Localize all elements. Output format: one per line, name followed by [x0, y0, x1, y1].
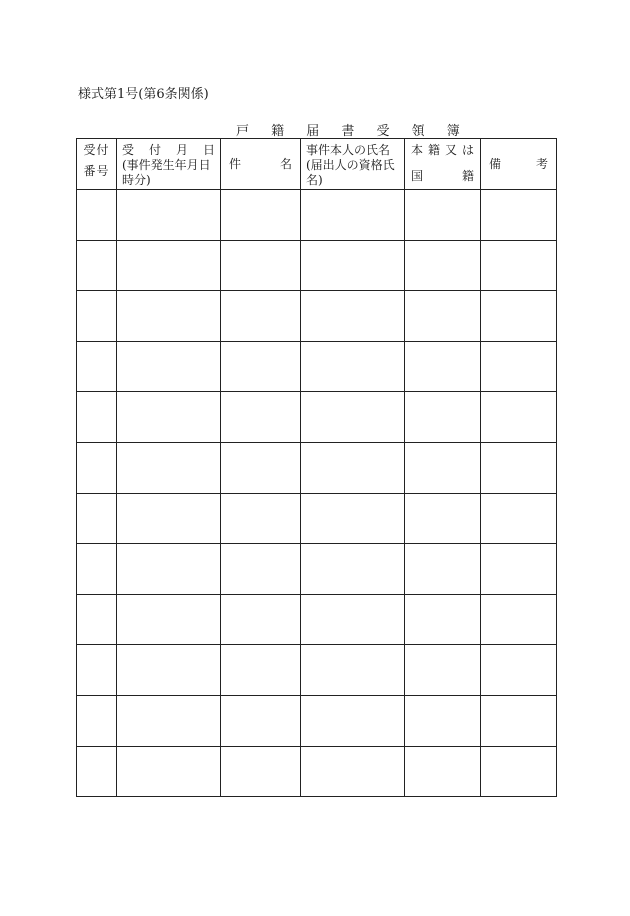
domicile-cell[interactable]: [405, 341, 481, 392]
table-row: [77, 341, 557, 392]
document-title: 戸 籍 届 書 受 領 簿: [236, 124, 469, 139]
receipt-date-cell[interactable]: [117, 493, 221, 544]
receipt-date-cell[interactable]: [117, 695, 221, 746]
receipt-number-cell[interactable]: [77, 240, 117, 291]
domicile-cell[interactable]: [405, 392, 481, 443]
person-name-cell[interactable]: [301, 645, 405, 696]
header-domicile: [405, 139, 481, 190]
case-name-cell[interactable]: [221, 190, 301, 241]
case-name-cell[interactable]: [221, 341, 301, 392]
header-char: 日: [202, 143, 215, 157]
header-remarks: [481, 139, 557, 190]
header-person-name-title: 事件本人の氏名: [306, 143, 391, 157]
header-char: 本: [411, 143, 424, 157]
register-body: [77, 190, 557, 797]
receipt-date-cell[interactable]: [117, 442, 221, 493]
person-name-cell[interactable]: [301, 442, 405, 493]
person-name-cell[interactable]: [301, 594, 405, 645]
person-name-cell[interactable]: [301, 240, 405, 291]
table-row: [77, 645, 557, 696]
table-row: [77, 291, 557, 342]
domicile-cell[interactable]: [405, 190, 481, 241]
domicile-cell[interactable]: [405, 493, 481, 544]
receipt-date-cell[interactable]: [117, 392, 221, 443]
domicile-cell[interactable]: [405, 544, 481, 595]
receipt-number-cell[interactable]: [77, 544, 117, 595]
receipt-date-cell[interactable]: [117, 746, 221, 797]
case-name-cell[interactable]: [221, 442, 301, 493]
receipt-date-cell[interactable]: [117, 341, 221, 392]
case-name-cell[interactable]: [221, 392, 301, 443]
header-char: 名: [279, 157, 292, 171]
remarks-cell[interactable]: [481, 645, 557, 696]
remarks-cell[interactable]: [481, 240, 557, 291]
receipt-date-cell[interactable]: [117, 645, 221, 696]
remarks-cell[interactable]: [481, 594, 557, 645]
domicile-cell[interactable]: [405, 291, 481, 342]
table-row: [77, 240, 557, 291]
header-receipt-number-line2: 番号: [83, 164, 110, 178]
domicile-cell[interactable]: [405, 442, 481, 493]
person-name-cell[interactable]: [301, 544, 405, 595]
receipt-number-cell[interactable]: [77, 442, 117, 493]
header-receipt-number: [77, 139, 117, 190]
person-name-cell[interactable]: [301, 392, 405, 443]
header-person-name: [301, 139, 405, 190]
person-name-cell[interactable]: [301, 695, 405, 746]
receipt-date-cell[interactable]: [117, 544, 221, 595]
remarks-cell[interactable]: [481, 695, 557, 746]
header-char: 月: [175, 143, 188, 157]
header-row: [77, 139, 557, 190]
receipt-date-cell[interactable]: [117, 291, 221, 342]
table-row: [77, 190, 557, 241]
receipt-number-cell[interactable]: [77, 190, 117, 241]
receipt-date-cell[interactable]: [117, 594, 221, 645]
remarks-cell[interactable]: [481, 190, 557, 241]
table-row: [77, 392, 557, 443]
remarks-cell[interactable]: [481, 442, 557, 493]
case-name-cell[interactable]: [221, 695, 301, 746]
table-row: [77, 442, 557, 493]
remarks-cell[interactable]: [481, 341, 557, 392]
case-name-cell[interactable]: [221, 240, 301, 291]
header-char: 件: [229, 157, 242, 171]
remarks-cell[interactable]: [481, 392, 557, 443]
case-name-cell[interactable]: [221, 746, 301, 797]
domicile-cell[interactable]: [405, 594, 481, 645]
receipt-number-cell[interactable]: [77, 493, 117, 544]
header-char: 籍: [427, 143, 440, 157]
receipt-number-cell[interactable]: [77, 291, 117, 342]
table-row: [77, 493, 557, 544]
case-name-cell[interactable]: [221, 291, 301, 342]
person-name-cell[interactable]: [301, 341, 405, 392]
header-receipt-date: [117, 139, 221, 190]
receipt-date-cell[interactable]: [117, 190, 221, 241]
header-char: 国: [411, 169, 424, 183]
table-row: [77, 594, 557, 645]
header-char: 考: [535, 157, 548, 171]
domicile-cell[interactable]: [405, 240, 481, 291]
person-name-cell[interactable]: [301, 291, 405, 342]
header-case-name: [221, 139, 301, 190]
header-receipt-number-line1: 受付: [83, 143, 110, 157]
header-char: 籍: [461, 169, 474, 183]
person-name-cell[interactable]: [301, 493, 405, 544]
remarks-cell[interactable]: [481, 493, 557, 544]
case-name-cell[interactable]: [221, 594, 301, 645]
header-char: 又: [444, 143, 457, 157]
form-number-label: 様式第1号(第6条関係): [78, 87, 209, 102]
table-row: [77, 544, 557, 595]
domicile-cell[interactable]: [405, 695, 481, 746]
header-receipt-date-title: [122, 143, 215, 158]
receipt-number-cell[interactable]: [77, 594, 117, 645]
receipt-number-cell[interactable]: [77, 341, 117, 392]
receipt-number-cell[interactable]: [77, 695, 117, 746]
person-name-cell[interactable]: [301, 190, 405, 241]
remarks-cell[interactable]: [481, 291, 557, 342]
header-domicile-line2: [411, 169, 474, 184]
receipt-number-cell[interactable]: [77, 645, 117, 696]
header-char: は: [461, 143, 474, 157]
header-char: 受: [122, 143, 135, 157]
case-name-cell[interactable]: [221, 493, 301, 544]
header-person-name-note: (届出人の資格氏名): [306, 158, 395, 187]
receipt-number-cell[interactable]: [77, 746, 117, 797]
header-domicile-line1: [411, 143, 474, 158]
remarks-cell[interactable]: [481, 746, 557, 797]
header-char: 付: [148, 143, 161, 157]
case-name-cell[interactable]: [221, 645, 301, 696]
remarks-cell[interactable]: [481, 544, 557, 595]
header-char: 備: [489, 157, 502, 171]
register-table: [76, 138, 557, 797]
table-row: [77, 746, 557, 797]
table-row: [77, 695, 557, 746]
receipt-date-cell[interactable]: [117, 240, 221, 291]
person-name-cell[interactable]: [301, 746, 405, 797]
receipt-number-cell[interactable]: [77, 392, 117, 443]
header-receipt-date-note: (事件発生年月日時分): [122, 158, 211, 187]
domicile-cell[interactable]: [405, 746, 481, 797]
domicile-cell[interactable]: [405, 645, 481, 696]
case-name-cell[interactable]: [221, 544, 301, 595]
